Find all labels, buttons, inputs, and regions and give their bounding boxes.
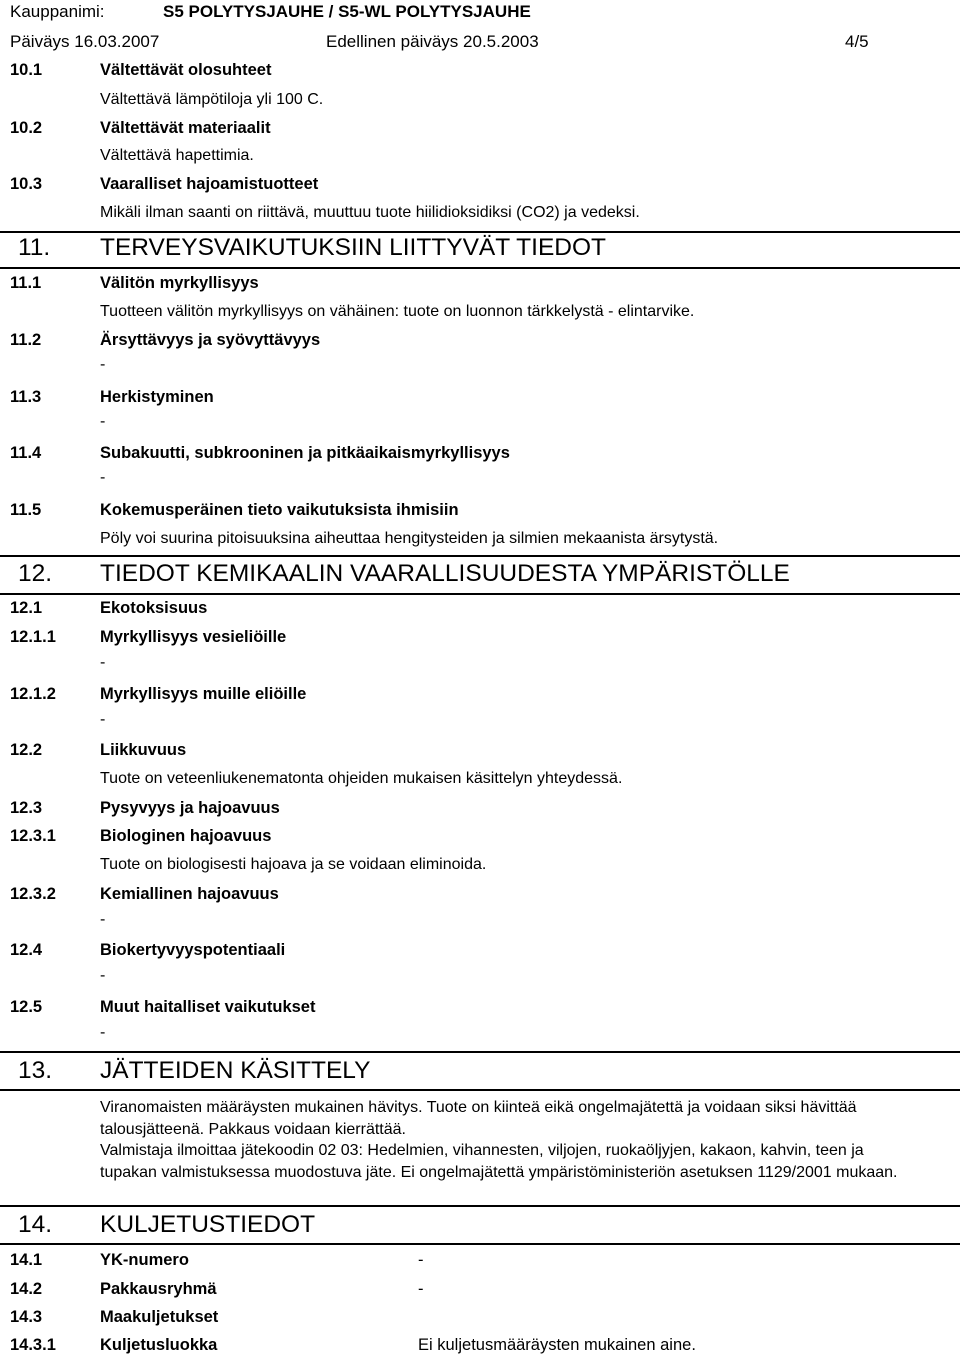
item-title: Myrkyllisyys vesieliöille (100, 628, 287, 646)
item-number: 12.1.2 (10, 685, 56, 703)
item-title: Kokemusperäinen tieto vaikutuksista ihmisiin (100, 501, 459, 519)
item-title: Herkistyminen (100, 388, 214, 406)
item-text: Vältettävä lämpötiloja yli 100 C. (100, 91, 324, 108)
item-number: 11.5 (10, 501, 42, 519)
item-text: Tuote on veteenliukenematonta ohjeiden mukaisen käsittelyn yhteydessä. (100, 770, 623, 787)
page-number: 4/5 (845, 32, 869, 51)
section-title: JÄTTEIDEN KÄSITTELY (100, 1057, 371, 1084)
item-number: 14.3.1 (10, 1336, 56, 1354)
item-title: Pakkausryhmä (100, 1280, 217, 1298)
product-name: S5 POLYTYSJAUHE / S5-WL POLYTYSJAUHE (163, 2, 531, 21)
previous-date: Edellinen päiväys 20.5.2003 (326, 32, 539, 51)
item-title: YK-numero (100, 1251, 189, 1269)
item-title: Maakuljetukset (100, 1308, 219, 1326)
item-title: Pysyvyys ja hajoavuus (100, 799, 280, 817)
section-title: TIEDOT KEMIKAALIN VAARALLISUUDESTA YMPÄRISTÖLLE (100, 560, 790, 587)
item-text: - (100, 967, 106, 984)
item-title: Ekotoksisuus (100, 599, 208, 617)
item-title: Välitön myrkyllisyys (100, 274, 259, 292)
item-text: - (100, 469, 106, 486)
item-number: 11.4 (10, 444, 42, 462)
item-number: 12.5 (10, 998, 43, 1016)
item-number: 14.3 (10, 1308, 43, 1326)
section-title: KULJETUSTIEDOT (100, 1211, 316, 1238)
item-number: 10.1 (10, 61, 43, 79)
section-number: 12. (18, 560, 53, 587)
waste-code-paragraph: Valmistaja ilmoittaa jätekoodin 02 03: Hedelmien, vihannesten, viljojen, ruokaöljyjen, kakaon, kahvin, teen ja tupakan valmistuksessa muodostuva jäte. Ei ongelmajätettä ympäristöministeriön asetuksen 1129/2001 mukaan. (100, 1142, 898, 1181)
item-text: Pöly voi suurina pitoisuuksina aiheuttaa hengitysteiden ja silmien mekaanista ärsytystä. (100, 530, 719, 547)
item-text: Tuotteen välitön myrkyllisyys on vähäinen: tuote on luonnon tärkkelystä - elintarvike. (100, 303, 695, 320)
section-rule (0, 593, 960, 595)
item-title: Kemiallinen hajoavuus (100, 885, 279, 903)
section-number: 13. (18, 1057, 53, 1084)
item-text: - (100, 654, 106, 671)
item-number: 10.2 (10, 119, 43, 137)
company-label: Kauppanimi: (10, 2, 105, 21)
item-text: - (100, 356, 106, 373)
item-number: 12.2 (10, 741, 43, 759)
item-title: Myrkyllisyys muille eliöille (100, 685, 307, 703)
section-rule (0, 1089, 960, 1091)
item-number: 11.3 (10, 388, 42, 406)
item-text: Tuote on biologisesti hajoava ja se voidaan eliminoida. (100, 856, 487, 873)
item-title: Biologinen hajoavuus (100, 827, 272, 845)
item-text: Mikäli ilman saanti on riittävä, muuttuu tuote hiilidioksidiksi (CO2) ja vedeksi. (100, 204, 640, 221)
section-number: 11. (18, 234, 51, 261)
section-rule (0, 231, 960, 233)
section-rule (0, 1243, 960, 1245)
item-number: 14.2 (10, 1280, 43, 1298)
item-number: 12.3.1 (10, 827, 56, 845)
item-title: Kuljetusluokka (100, 1336, 218, 1354)
section-title: TERVEYSVAIKUTUKSIIN LIITTYVÄT TIEDOT (100, 234, 606, 261)
item-text: - (100, 711, 106, 728)
item-text: Vältettävä hapettimia. (100, 147, 254, 164)
disposal-paragraph: Viranomaisten määräysten mukainen hävitys. Tuote on kiinteä eikä ongelmajätettä ja voidaan siksi hävittää talousjätteenä. Pakkaus voidaan kierrättää. (100, 1099, 857, 1138)
section-rule (0, 1051, 960, 1053)
item-number: 10.3 (10, 175, 43, 193)
section-rule (0, 555, 960, 557)
item-number: 14.1 (10, 1251, 43, 1269)
item-number: 12.1.1 (10, 628, 56, 646)
item-title: Vältettävät olosuhteet (100, 61, 272, 79)
item-text: - (100, 413, 106, 430)
item-number: 11.1 (10, 274, 42, 292)
document-date: Päiväys 16.03.2007 (10, 32, 160, 51)
item-title: Ärsyttävyys ja syövyttävyys (100, 331, 321, 349)
section-rule (0, 267, 960, 269)
item-text: - (100, 1024, 106, 1041)
item-title: Biokertyvyyspotentiaali (100, 941, 286, 959)
section-number: 14. (18, 1211, 53, 1238)
item-number: 12.1 (10, 599, 43, 617)
item-value: - (418, 1251, 424, 1269)
item-number: 12.4 (10, 941, 43, 959)
item-title: Muut haitalliset vaikutukset (100, 998, 316, 1016)
item-title: Vältettävät materiaalit (100, 119, 271, 137)
section-rule (0, 1205, 960, 1207)
item-number: 12.3.2 (10, 885, 56, 903)
item-title: Subakuutti, subkrooninen ja pitkäaikaismyrkyllisyys (100, 444, 510, 462)
item-title: Liikkuvuus (100, 741, 187, 759)
item-number: 11.2 (10, 331, 42, 349)
item-value: Ei kuljetusmääräysten mukainen aine. (418, 1336, 696, 1354)
item-title: Vaaralliset hajoamistuotteet (100, 175, 319, 193)
item-number: 12.3 (10, 799, 43, 817)
item-value: - (418, 1280, 424, 1298)
item-text: - (100, 911, 106, 928)
